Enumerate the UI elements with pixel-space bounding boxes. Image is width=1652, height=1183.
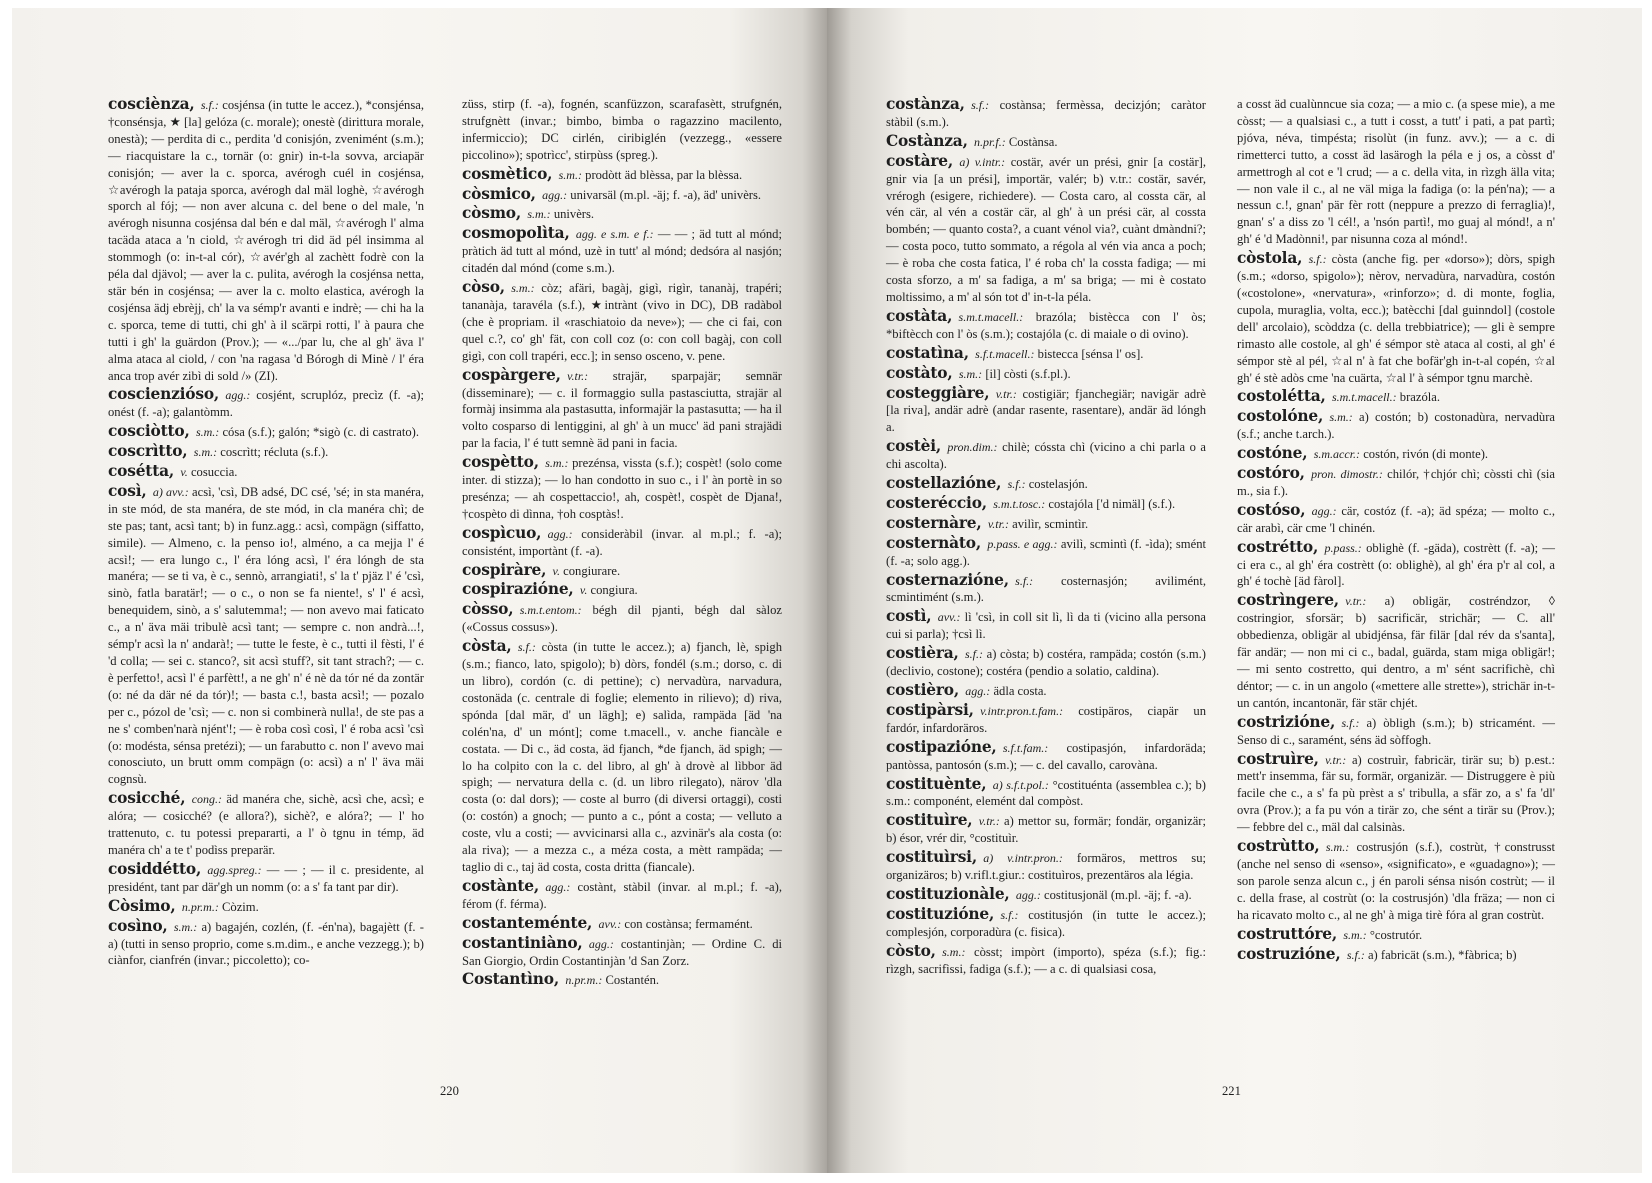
left-page: [12, 8, 827, 1173]
entry-definition: a) òbligh (s.m.); b) stricamént. — Senso di c., saramént, séns äd sòffogh.: [1237, 715, 1555, 747]
entry-headword: costituzionàle,: [886, 884, 1010, 903]
entry-headword: costóne,: [1237, 444, 1308, 463]
dictionary-entry: [462, 915, 782, 933]
dictionary-entry: [886, 153, 1206, 306]
entry-headword: costantiniàno,: [462, 933, 583, 952]
dictionary-entry: [462, 638, 782, 876]
dictionary-entry: [108, 443, 424, 461]
entry-headword: costernazióne,: [886, 570, 1009, 589]
entry-headword: costituìrsi,: [886, 848, 977, 867]
dictionary-entry: [108, 96, 424, 384]
entry-grammar: agg.:: [1015, 887, 1041, 902]
entry-grammar: s.f.:: [200, 98, 219, 112]
entry-definition: ädla costa.: [993, 684, 1047, 698]
entry-definition: bistecca [sénsa l' os].: [1037, 346, 1144, 361]
dictionary-entry: [886, 702, 1206, 737]
dictionary-entry: [886, 608, 1206, 643]
dictionary-entry: [886, 645, 1206, 680]
dictionary-entry: [886, 943, 1206, 978]
column-left-1: [108, 96, 424, 971]
entry-definition: costipasjón, infardoräda; pantòssa, pantosón (s.m.); — c. del cavallo, carovàna.: [886, 740, 1206, 772]
dictionary-entry: [886, 495, 1206, 513]
dictionary-entry: [1237, 838, 1555, 924]
dictionary-entry: [1237, 714, 1555, 749]
dictionary-entry: [1237, 751, 1555, 837]
entry-headword: costruzióne,: [1237, 944, 1341, 963]
entry-grammar: s.m.:: [1325, 840, 1350, 855]
entry-headword: costanteménte,: [462, 913, 593, 932]
entry-definition: °costituénta (assemblea c.); b) s.m.: componént, elemént dal compòst.: [886, 777, 1207, 809]
dictionary-entry: [886, 475, 1206, 493]
dictionary-entry: [886, 308, 1206, 343]
dictionary-entry: [1237, 592, 1555, 711]
entry-headword: costituènte,: [886, 774, 987, 793]
entry-definition: äd manéra che, sichè, acsì che, acsì; e alóra; — cosicché? (e allora?), sichè?, e alóra?; — l' ho trattenuto, c. tu potessi prepararti, a l' ò tgnu in témp, äd manéra ch' a te t' podìss preparär.: [108, 792, 424, 857]
entry-definition: costigiär; fjanchegiär; navigär adrè [la riva], andär adrè (andar rasente, rasentare), andär äd lóngh a.: [886, 386, 1206, 435]
entry-headword: costipàrsi,: [886, 700, 974, 719]
entry-definition: a) costruìr, fabricär, tirär su; b) p.est.: mett'r insemma, fär su, formär, organizär. — Distruggere è più facile che c., a s' fa pù prèst a s' tribulla, a sfär zo, a s' fa 'dl' ovra (Prov.); a fa pu vón a tirär zo, che sént a tirär su (Prov.); — febbre del c., mäl dal calsinàs.: [1237, 752, 1556, 835]
entry-definition: züss, stirp (f. -a), fognén, scanfüzzon, scarafasètt, strufgnén, strufgnètt (invar.; bimbo, bimba o ragazzino macilento, infermiccio); DC cirlén, ciribiglén (vezzegg., «essere piccolino»); spotrìcc', stirpùss (spreg.).: [462, 97, 782, 162]
entry-definition: costón, rivón (di monte).: [1363, 447, 1489, 462]
entry-definition: a) obligär, costréndzor, ◊ costringior, sforsär; b) sacrificär, strichär; — C. all' obbedienza, obligär al ubidjénsa, fär filär [dal rév da s'santa], fär andär; — non mi ci c., badal, guärda, stam miga obligär!; — mi sento costretto, qui dentro, a m' sént sacrifichè, chì déntor; — c. in un angolo («mettere alle strette»), strichär in-t-un cantón, incantonär, fär stär chjét.: [1237, 594, 1555, 710]
dictionary-entry: [886, 515, 1206, 533]
entry-grammar: agg.:: [588, 936, 614, 951]
entry-definition: — — ; — il c. presidente, al presidént, tant par där'gh un nomm (o: a s' fa tant par dir).: [108, 862, 424, 894]
entry-grammar: s.m.:: [545, 456, 569, 471]
dictionary-entry: [462, 525, 782, 560]
entry-definition: còsta (in tutte le accez.); a) fjanch, lè, spigh (s.m.; fianco, lato, spigolo); b) dòrs, fondél (s.m.; dorso, c. di un libro), cordón (c. di pettine); c) nervadùra, narvadura, costonäda (c. centrale di foglie; elemento in rilievo); d) riva, spónda [dal mär, d' un lägh]; e) salìda, rampäda [äd 'na colén'na, d' un mónt]; come t.macell., v. anche fiancàle e costata. — Di c., äd costa, äd fjanch, *de fjanch, äd spigh; — lo ha colpito con la c. del libro, al gh' à drovè al lìbbor äd spigh; — nervatura della c. (d. un libro rilegato), närov 'dla costa (o: dal dors); — coste al burro (di diversi ortaggi), costi (o: costón) a gnoch; — punto a c., pónt a costa; — velluto a coste, vlu a costi; — avvicinarsi alla c., azvinär's ala costa (o: ala riva); — a mezza c., a méza costa, a mètt rampäda; — taglio di c., taj äd costa, costa dritta (fiancale).: [462, 640, 782, 874]
dictionary-entry: [886, 776, 1206, 811]
entry-headword: cosìno,: [108, 916, 168, 935]
entry-grammar: agg.:: [547, 526, 573, 541]
entry-grammar: s.m.:: [558, 167, 582, 182]
entry-headword: costituzióne,: [886, 904, 995, 923]
dictionary-entry: [108, 463, 424, 481]
entry-headword: costóso,: [1237, 500, 1306, 519]
entry-headword: costóro,: [1237, 464, 1305, 483]
dictionary-entry: [886, 96, 1206, 131]
entry-grammar: v.tr.:: [567, 368, 589, 383]
column-right-2: [1237, 96, 1555, 965]
entry-grammar: s.f.:: [517, 640, 536, 655]
entry-definition: cosjént, scruplóz, precìz (f. -a); onést (f. -a); galantòmm.: [108, 388, 425, 420]
entry-definition: costitusjón (in tutte le accez.); complesjón, corporadùra (c. fisica).: [886, 907, 1206, 939]
entry-grammar: s.m.:: [511, 281, 535, 296]
dictionary-entry: [886, 906, 1206, 941]
dictionary-entry: [108, 423, 424, 441]
entry-headword: costatìna,: [886, 343, 969, 362]
open-book: [12, 8, 1642, 1173]
entry-definition: costitusjonäl (m.pl. -äj; f. -a).: [1044, 887, 1192, 902]
entry-headword: costànza,: [886, 95, 965, 113]
entry-definition: prodòtt äd blèssa, par la blèssa.: [585, 167, 743, 182]
entry-grammar: p.pass. e agg.:: [987, 536, 1058, 551]
entry-definition: costär, avér un prési, gnir [a costär], gnir via [a un prési], importär, valér; b) v.tr.: costär, savér, vrérogh (esigere, richiedere). — Costa caro, al cossta cär, al vén cär, al vén a costär cär, al gh' à un prési cär, al cossta bombén; — quanto costa?, a cuant vénol via?, cuànt dmàndni?; — costa poco, tutto sommato, a régola al vén via anca a poch; — è roba che costa fatica, l' é roba ch' la cossta fadiga; — mi costa sforzo, a m' sa fadiga, a m' sa briga; — mi è costato moltissimo, a m' al són tot d' in-t-la péla.: [886, 154, 1207, 304]
entry-definition: costernasjón; avilimént, scmintimént (s.m.).: [886, 573, 1206, 605]
entry-definition: acsì, 'csì, DB adsé, DC csé, 'sé; in sta manéra, in ste mód, de sta manéra, de ste mód, in cla manéra chì; de ste pas; tant, acsì tant; b) in funz.agg.: acsì, compägn (siffatto, simile). — Almeno, c. la penso io!, alméno, a ca mejja l' é acsì!; — era lungo c., l' éra lóng acsì, l' éra lóngh de sta manéra; — se ti va, è c., sennò, arrangiati!, s' la t' pjäz l' é 'csì, sinò, fatla baratär!; — o c., o non se fa niente!, s' l' é acsì, benequidem, sinò, a s' salutemma!; — non avevo mai faticato c., a n' äva mäi tribulè acsì tant; — sempre c. non andrà...!, sémp'r acsì la n' andarà!; — tutte le feste, è c., tutti il fèsti, l' é 'd colla; — sei c. stanco?, sit acsì stuff?, sit tant strach?; — c. è perfetto!, acsì l' é parfètt!, a ne gh' n' é nè da tór né da zontär (o: né da där né da tór)!; — basta c.!, basta acsì!; — pozalo per c., pózol de 'csì; — c. non si combinerà nulla!, de ste pas a ne s' comben'narà njént'!; — è roba così così, l' é roba acsì 'csì (o: modésta, sénsa pretézi); — un farabutto c. non l' avevo mai conosciuto, un brutt omm compägn (o: acsì) a n' l' äva mäi cognsù.: [108, 484, 424, 787]
entry-headword: Costànza,: [886, 131, 968, 150]
entry-grammar: agg. e s.m. e f.:: [575, 227, 654, 242]
entry-grammar: a) v.intr.:: [959, 154, 1006, 169]
entry-grammar: s.m.:: [942, 944, 966, 959]
dictionary-entry: [1237, 926, 1555, 944]
dictionary-entry: [462, 166, 782, 184]
entry-definition: a) bagajén, cozlén, (f. -én'na), bagajètt (f. -a) (tutti in senso proprio, come s.m.dim., e anche vezzegg.); b) ciànfor, cianfrén (invar.; piccoletto); co-: [108, 919, 424, 968]
entry-headword: costeggiàre,: [886, 383, 990, 402]
entry-headword: costeréccio,: [886, 493, 987, 512]
dictionary-entry: [1237, 445, 1555, 463]
entry-headword: così,: [108, 481, 147, 500]
dictionary-entry: [462, 562, 782, 580]
dictionary-entry: [886, 385, 1206, 437]
entry-grammar: v.: [552, 563, 560, 578]
right-page: [827, 8, 1642, 1173]
dictionary-entry: [462, 186, 782, 204]
entry-definition: a) mettor su, formär; fondär, organizär; b) ésor, vrér dir, °costituìr.: [886, 814, 1206, 846]
entry-definition: costelasjón.: [1028, 477, 1088, 492]
entry-grammar: v.tr.:: [1325, 752, 1347, 767]
entry-headword: costàto,: [886, 363, 953, 382]
dictionary-entry: [462, 279, 782, 365]
entry-grammar: s.f.:: [1341, 715, 1360, 730]
dictionary-entry: [886, 345, 1206, 363]
dictionary-entry: [886, 886, 1206, 904]
dictionary-entry: [462, 454, 782, 523]
entry-definition: coscrìtt; récluta (s.f.).: [220, 445, 329, 460]
entry-headword: costruìre,: [1237, 749, 1319, 768]
entry-grammar: s.f.t.fam.:: [1002, 740, 1049, 755]
entry-grammar: v.tr.:: [1345, 594, 1367, 609]
entry-definition: bégh dil pjanti, bégh dal sàloz («Cossus cossus»).: [462, 603, 782, 635]
entry-headword: cosciènza,: [108, 95, 195, 113]
entry-headword: cospìcuo,: [462, 523, 542, 542]
dictionary-entry: [886, 812, 1206, 847]
entry-definition: costantinjàn; — Ordine C. di San Giorgio, Ordin Costantinjàn 'd San Zorz.: [462, 936, 782, 968]
dictionary-entry: [1237, 946, 1555, 964]
entry-grammar: n.pr.m.:: [565, 973, 603, 988]
entry-headword: Còsimo,: [108, 896, 176, 915]
entry-headword: cospètto,: [462, 453, 539, 472]
entry-definition: cär, costóz (f. -a); äd spéza; — molto c., cär arabì, cär cme 'l chinén.: [1237, 503, 1555, 535]
entry-grammar: s.f.:: [1308, 252, 1327, 267]
entry-headword: cosicché,: [108, 789, 186, 808]
entry-grammar: n.pr.m.:: [181, 899, 219, 914]
entry-headword: costièra,: [886, 644, 959, 663]
dictionary-entry: [462, 367, 782, 453]
dictionary-entry: [462, 601, 782, 636]
entry-definition: chilè; cóssta chì (vicino a chi parla o a chi ascolta).: [886, 440, 1206, 472]
entry-grammar: v.: [579, 583, 588, 598]
entry-headword: costruttóre,: [1237, 924, 1338, 943]
entry-headword: costàre,: [886, 151, 954, 170]
entry-definition: °costrutór.: [1369, 927, 1423, 942]
entry-headword: costièro,: [886, 681, 959, 699]
entry-headword: còsmo,: [462, 204, 522, 223]
entry-grammar: a) s.f.t.pol.:: [992, 777, 1049, 792]
entry-headword: cospiràre,: [462, 560, 547, 579]
page-number-right: 221: [1222, 1084, 1241, 1098]
entry-definition: costrusjón (s.f.), costrùt, †construsst (anche nel senso di «senso», «significato», e «guadagno»); — son parole senza alcun c., j én paroli sénsa nisón costrùt; — il c. della frase, al costrùt (o: la costrusjón) 'dla fräza; — non ci ha ricavato molto c., al ne gh' à miga tirè fóra al gran costrùt.: [1237, 840, 1555, 922]
dictionary-entry: [462, 971, 782, 989]
entry-headword: costrizióne,: [1237, 712, 1336, 731]
dictionary-entry: [886, 133, 1206, 151]
entry-definition: còz; afäri, bagàj, gigì, rigìr, tananàj, trapéri; tananàja, taravéla (s.f.), ★intrànt (vivo in DC), DB radàbol (che è propriam. il «raschiatoio da neve»); — che ci fai, con quel c.?, co' gh' fät, con coll coz (o: con coll bagàj, con coll gigì, con coll trapéri, ecc.]; in senso osceno, v. pene.: [462, 281, 782, 363]
dictionary-entry: [1237, 408, 1555, 443]
entry-grammar: s.f.:: [971, 98, 990, 112]
entry-headword: costì,: [886, 607, 932, 626]
entry-definition: brazóla; bistècca con l' òs; *biftècch con l' òs (s.m.); costajóla (c. di maiale o di ovino).: [886, 309, 1206, 341]
entry-headword: costànte,: [462, 876, 540, 895]
entry-grammar: s.m.:: [173, 919, 198, 934]
entry-grammar: s.m.:: [958, 366, 983, 381]
entry-grammar: a) v.intr.pron.:: [983, 851, 1063, 866]
entry-definition: costànt, stàbil (invar. al m.pl.; f. -a), férom (f. férma).: [462, 879, 782, 911]
entry-definition: a) costón; b) costonadùra, nervadùra (s.f.; anche t.arch.).: [1237, 410, 1555, 442]
dictionary-entry: [108, 386, 424, 421]
entry-headword: cosciòtto,: [108, 422, 190, 441]
dictionary-entry: [462, 205, 782, 223]
entry-headword: costrétto,: [1237, 537, 1319, 556]
entry-grammar: s.f.:: [965, 647, 983, 662]
dictionary-entry: [108, 483, 424, 788]
entry-grammar: s.f.:: [1000, 907, 1019, 922]
dictionary-entry: [1237, 388, 1555, 406]
entry-definition: avilìr, scmintìr.: [1012, 516, 1089, 531]
dictionary-entry: [886, 535, 1206, 570]
dictionary-entry: [108, 898, 424, 916]
dictionary-entry: [886, 572, 1206, 607]
entry-headword: coscrìtto,: [108, 442, 188, 461]
entry-headword: costàta,: [886, 306, 953, 325]
dictionary-entry: [886, 849, 1206, 884]
entry-definition: univèrs.: [553, 207, 595, 222]
entry-definition: prezénsa, vissta (s.f.); cospèt! (solo come inter. di stizza); — lo han condotto in suo c., i l' àn portè in so presénza; — ah cospettaccio!, ah, cospèt!, cospèt de Djana!, †cospèto di dìnna, †oh cosptàs!.: [462, 456, 782, 521]
dictionary-entry: [462, 581, 782, 599]
entry-definition: Costantén.: [605, 973, 660, 988]
entry-headword: cosiddétto,: [108, 859, 202, 878]
entry-definition: formäros, mettros su; organizäros; b) v.rifl.t.giur.: costituìros, prezentäros ala légia.: [886, 851, 1206, 883]
entry-definition: còsst; impòrt (importo), spéza (s.f.); fig.: rìzgh, sacrifìssi, fadiga (s.f.); — a c. di qualsiasi cosa,: [886, 944, 1206, 976]
entry-definition: strajär, sparpajär; semnär (disseminare); — c. il formaggio sulla pastasciutta, strajär al formàj insimma ala pastasutta, informajär la pastasutta; — ha il volto cosparso di lentiggini, al gh' à un mucc' äd pani strajädi par la facia, l' é tutt semnè äd pani in facia.: [462, 368, 782, 451]
entry-grammar: v.tr.:: [987, 516, 1009, 531]
dictionary-entry: [462, 96, 782, 164]
entry-grammar: s.m.t.macell.:: [1331, 390, 1397, 405]
entry-grammar: s.f.:: [1015, 573, 1034, 588]
entry-definition: còsta (anche fig. per «dorso»); dòrs, spigh (s.m.; «dorso, spigolo»); nèrov, nervadùra, narvadùra, costón («costolone», «nervatura», «rinforzo»; d. di monte, foglia, cupola, muraglia, volta, ecc.); batècchi [dal guinndol] (costole dell' arcolaio), scòddza (c. della trebbiatrice); — gli è sempre rimasto alle costole, al gh' é sémpor stè ataca al costi, al gh' é sémpor stè al pél, ☆al n' à fat che bofär'gh in-t-al copén, ☆al gh' é stè adòs cme 'na cuärta, ☆al l' à sémpor tgnu marchè.: [1237, 252, 1555, 385]
entry-grammar: s.m.:: [527, 207, 551, 222]
entry-definition: a cosst äd cualùnncue sia coza; — a mio c. (a spese mie), a me còsst; — a qualsiasi c., a tutt i cosst, a tutt' i pati, a pat partì; pjóva, néva, timpésta; risolùt (in funz. avv.); — a c. di rimetterci tutto, a cosst äd lasärogh la péla e j os, a còsst d' armettrogh al cot e 'l crud; — a c. della vita, in rìzgh älla vita; — non vale il c., al ne väl miga la fadiga (o: la pén'na); — a nessun c.!, gnan' pär fèr rott (neppure a prezzo di ferraglia)!, gnan' s' a diss zo 'l cél!, a 'nsón partì!, mo guaj al mónd!, a n' gh' é 'd Madònni!, par nisunna coza al mónd!.: [1237, 97, 1555, 247]
entry-grammar: a) avv.:: [152, 484, 189, 499]
entry-grammar: s.m.accr.:: [1313, 447, 1361, 462]
entry-grammar: agg.:: [1311, 503, 1337, 518]
entry-definition: [il] còsti (s.f.pl.).: [985, 366, 1071, 381]
dictionary-entry: [886, 682, 1206, 700]
entry-grammar: s.f.t.macell.:: [975, 346, 1035, 361]
dictionary-entry: [108, 918, 424, 970]
entry-definition: congiura.: [590, 583, 638, 598]
entry-headword: còsto,: [886, 941, 936, 960]
entry-headword: còso,: [462, 278, 505, 297]
entry-definition: lì 'csì, in coll sit lì, lì da ti (vicino alla persona cui si parla); †csì lì.: [886, 610, 1206, 642]
entry-grammar: agg.:: [225, 388, 251, 403]
dictionary-entry: [886, 438, 1206, 473]
entry-headword: costrùtto,: [1237, 837, 1320, 856]
entry-grammar: pron. dimostr.:: [1311, 467, 1383, 482]
entry-grammar: agg.:: [545, 879, 571, 894]
entry-headword: còsso,: [462, 600, 514, 619]
entry-headword: costituìre,: [886, 811, 973, 830]
dictionary-entry: [108, 861, 424, 896]
entry-definition: brazóla.: [1399, 390, 1440, 405]
dictionary-entry: [886, 365, 1206, 383]
entry-headword: cospàrgere,: [462, 365, 561, 384]
column-right-1: [886, 96, 1206, 980]
entry-grammar: s.m.t.entom.:: [519, 603, 582, 618]
entry-headword: cosmètico,: [462, 164, 553, 183]
entry-headword: còsmico,: [462, 184, 536, 203]
entry-headword: còsta,: [462, 637, 512, 656]
entry-grammar: v.intr.pron.t.fam.:: [980, 703, 1064, 718]
entry-definition: Costànsa.: [1008, 134, 1058, 149]
entry-grammar: s.m.:: [195, 425, 220, 440]
entry-headword: còstola,: [1237, 249, 1303, 268]
dictionary-entry: [108, 790, 424, 859]
entry-grammar: agg.spreg.:: [207, 862, 262, 877]
entry-definition: congiurare.: [563, 563, 621, 578]
entry-definition: cósa (s.f.); galón; *sigò (c. di castrato).: [222, 425, 419, 440]
entry-headword: costernàto,: [886, 533, 982, 552]
dictionary-entry: [886, 739, 1206, 774]
entry-grammar: s.m.t.macell.:: [958, 309, 1024, 324]
entry-grammar: avv.:: [937, 610, 961, 625]
entry-definition: avilì, scmintì (f. -ìda); smént (f. -a; solo agg.).: [886, 536, 1206, 568]
entry-definition: costipäros, ciapär un fardór, infardoräros.: [886, 703, 1206, 735]
entry-headword: costellazióne,: [886, 474, 1002, 493]
dictionary-entry: [1237, 465, 1555, 500]
dictionary-entry: [1237, 539, 1555, 591]
dictionary-entry: [462, 878, 782, 913]
entry-grammar: v.tr.:: [995, 386, 1017, 401]
entry-grammar: s.f.:: [1007, 477, 1026, 492]
entry-grammar: agg.:: [965, 684, 991, 698]
entry-headword: costolóne,: [1237, 407, 1324, 426]
entry-grammar: avv.:: [598, 916, 622, 931]
entry-headword: cosmopolìta,: [462, 224, 570, 243]
entry-definition: costànsa; fermèssa, decizjón; caràtor stàbil (s.m.).: [886, 98, 1206, 129]
entry-grammar: v.: [180, 465, 188, 480]
column-left-2: [462, 96, 782, 991]
dictionary-entry: [1237, 502, 1555, 537]
entry-definition: con costànsa; fermamént.: [624, 916, 753, 931]
entry-grammar: s.m.:: [1343, 927, 1367, 942]
dictionary-entry: [1237, 250, 1555, 386]
entry-headword: costernàre,: [886, 513, 982, 532]
entry-headword: coscienzióso,: [108, 385, 220, 404]
entry-definition: a) fabricät (s.m.), *fàbrica; b): [1367, 947, 1517, 962]
entry-grammar: s.m.t.tosc.:: [993, 496, 1046, 511]
entry-grammar: pron.dim.:: [947, 440, 998, 455]
entry-definition: cosjénsa (in tutte le accez.), *consjénsa, †consénsja, ★ [la] gelóza (c. morale); onestè (dirittura morale, onestà); — perdita di c., perdita 'd conisjón, zvenimént (s.m.); — riacquistare la c., tornär (o: gnir) in-t-la sovva, arciapär conisjón; — aver la c. sporca, avérogh cuél in cosjénsa, ☆avérogh la pataja sporca, avérogh dal mäl loghè, ☆avérogh sporch al fój; — non aver alcuna c. del bene o del male, 'n avérogh nisunna cosjénsa dal bén e dal mäl, ☆avérogh l' alma tacäda ataca a 'n ciold, ☆avérogh tri did äd pél insimma al stommogh (o: in-t-al cór), ☆avér'gh al zachètt fodrè con la péla dal djävol; — aver la c. pulita, avérogh la cosjénsa netta, stär bén in cosjénsa; — aver la c. molto elastica, avérogh la cosjénsa ädj ebrèjj, ch' la va sémp'r avanti e indrè; — chi ha la c. sporca, teme di tutti, chi gh' à il scärpi rotti, l' à paura che tutti i gh' la guärdon (Prov.); — «.../par lu, che al gh' äva l' alma ataca al ciold, / con 'na ragasa 'd Bórogh di Minè / l' éra anca trop avér zibì di sold /» (ZI).: [108, 98, 424, 383]
entry-definition: a) còsta; b) costéra, rampäda; costón (s.m.) (declivio, costone); costéra (pendio a solatio, caldina).: [886, 647, 1206, 679]
entry-grammar: n.pr.f.:: [974, 134, 1006, 149]
entry-grammar: p.pass.:: [1324, 540, 1362, 555]
entry-definition: costajóla ['d nimäl] (s.f.).: [1048, 496, 1176, 511]
page-number-left: 220: [440, 1084, 459, 1098]
entry-grammar: s.f.:: [1346, 947, 1365, 962]
entry-definition: chilór, †chjór chì; còssti chì (sia m., sia f.).: [1237, 467, 1555, 498]
dictionary-entry: [462, 225, 782, 277]
entry-grammar: v.tr.:: [978, 814, 1000, 829]
entry-definition: univarsäl (m.pl. -äj; f. -a), äd' univèrs.: [570, 187, 762, 202]
entry-definition: cosuccia.: [190, 465, 238, 480]
entry-headword: costèi,: [886, 437, 942, 456]
entry-definition: oblighè (f. -gäda), costrètt (f. -a); — ci era c., al gh' éra costrètt (o: oblighè), al gh' éra p'r al col, a gh' é tochè [äd fàrol].: [1237, 540, 1555, 589]
entry-grammar: s.m.:: [193, 445, 218, 460]
entry-headword: coséttа,: [108, 462, 175, 481]
entry-grammar: s.m.:: [1329, 410, 1353, 425]
entry-headword: costipazióne,: [886, 737, 997, 756]
entry-definition: consideràbil (invar. al m.pl.; f. -a); consistént, importànt (f. -a).: [462, 526, 782, 558]
entry-definition: Còzim.: [222, 899, 259, 914]
entry-definition: — — ; äd tutt al mónd; pràtich äd tutt al mónd, uzè in tutt' al mónd; dedsóra al nasjón; citadén dal mónd (come s.m.).: [462, 227, 782, 276]
entry-headword: Costantìno,: [462, 970, 560, 989]
entry-headword: costolétta,: [1237, 387, 1326, 406]
entry-grammar: cong.:: [191, 792, 223, 807]
entry-headword: costrìngere,: [1237, 591, 1339, 610]
entry-grammar: agg.:: [542, 187, 568, 202]
dictionary-entry: [462, 935, 782, 970]
entry-headword: cospirazióne,: [462, 580, 574, 599]
dictionary-entry: [1237, 96, 1555, 248]
